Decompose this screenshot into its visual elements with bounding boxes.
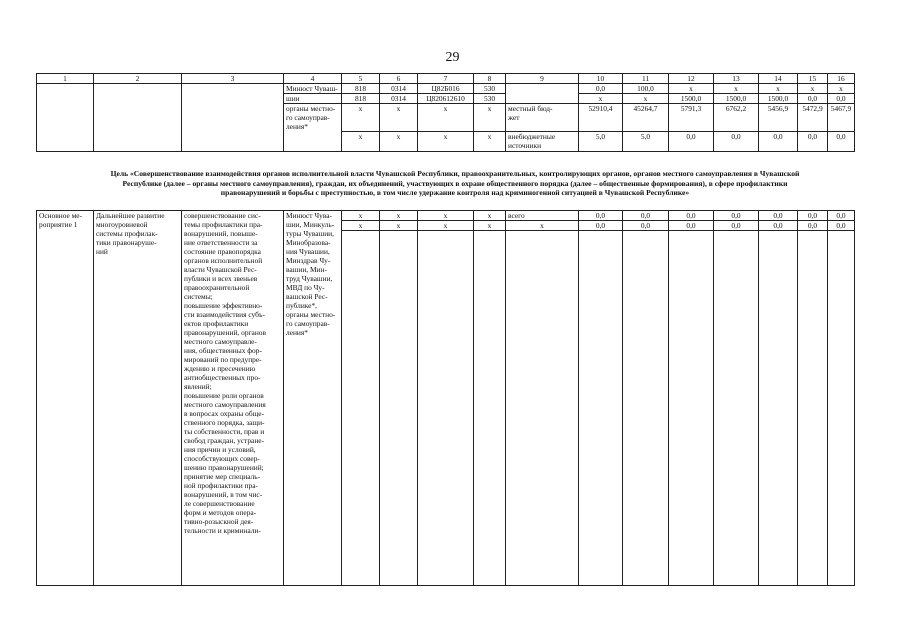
goal-line: Цель «Совершенствование взаимодействия органов исполнительной власти Чувашской Республики, правоохранительных, контролирующих органов, органов местного самоуправления в Чувашской bbox=[110, 169, 800, 178]
table-cell: 0,0 bbox=[669, 211, 714, 221]
table-cell: x bbox=[380, 221, 418, 231]
empty-cell bbox=[342, 231, 380, 586]
table-cell: 100,0 bbox=[623, 84, 669, 94]
empty-cell bbox=[759, 231, 798, 586]
table-cell: 0,0 bbox=[798, 132, 828, 152]
executor-cell: Минюст Чуваш- bbox=[284, 84, 342, 94]
table-cell: x bbox=[342, 132, 380, 152]
table-cell: 5,0 bbox=[623, 132, 669, 152]
empty-cell bbox=[182, 84, 284, 152]
table-cell: 0,0 bbox=[714, 221, 759, 231]
table-cell: 0,0 bbox=[828, 94, 855, 104]
table-cell: 5467,9 bbox=[828, 104, 855, 132]
empty-cell bbox=[669, 231, 714, 586]
empty-cell bbox=[579, 231, 623, 586]
table-cell: x bbox=[474, 104, 506, 132]
table-cell: 0,0 bbox=[714, 211, 759, 221]
empty-cell bbox=[623, 231, 669, 586]
table-cell: x bbox=[623, 94, 669, 104]
empty-cell bbox=[714, 231, 759, 586]
table-cell: 1500,0 bbox=[669, 94, 714, 104]
table-cell: 818 bbox=[342, 84, 380, 94]
table-cell: 0,0 bbox=[759, 221, 798, 231]
table-cell: 0,0 bbox=[579, 221, 623, 231]
table-row bbox=[37, 84, 855, 94]
table-cell: 0,0 bbox=[714, 132, 759, 152]
empty-cell bbox=[94, 84, 182, 152]
table-cell: x bbox=[380, 132, 418, 152]
table-cell: 5456,9 bbox=[759, 104, 798, 132]
col-number: 14 bbox=[759, 74, 798, 84]
measure-table bbox=[36, 210, 855, 586]
table-cell: x bbox=[669, 84, 714, 94]
page-number: 29 bbox=[445, 50, 460, 65]
col-number: 4 bbox=[284, 74, 342, 84]
table-cell: Ц820612610 bbox=[418, 94, 474, 104]
table-cell: x bbox=[474, 132, 506, 152]
col-number: 16 bbox=[828, 74, 855, 84]
table-cell: 1500,0 bbox=[759, 94, 798, 104]
measure-name-cell: Дальнейшее развитие многоуровневой системы профилак- тики правонаруше- ний bbox=[94, 211, 182, 586]
empty-cell bbox=[798, 231, 828, 586]
table-cell: x bbox=[380, 211, 418, 221]
col-number: 12 bbox=[669, 74, 714, 84]
col-number: 13 bbox=[714, 74, 759, 84]
goal-line: правонарушений и борьбы с преступностью, в том числе удержание контроля над криминогенной ситуацией в Чувашской Республике» bbox=[220, 188, 690, 198]
table-cell: 0,0 bbox=[828, 221, 855, 231]
funding-source-cell: всего bbox=[506, 211, 579, 221]
table-cell: 45264,7 bbox=[623, 104, 669, 132]
table-cell: 0,0 bbox=[579, 211, 623, 221]
empty-cell bbox=[506, 231, 579, 586]
budget-table-continued bbox=[36, 73, 855, 152]
table-cell: x bbox=[828, 84, 855, 94]
table-cell: x bbox=[418, 132, 474, 152]
goal-heading bbox=[58, 169, 852, 198]
table-cell: 0,0 bbox=[798, 211, 828, 221]
empty-cell bbox=[828, 231, 855, 586]
table-cell: x bbox=[798, 84, 828, 94]
table-cell: 0,0 bbox=[828, 132, 855, 152]
table-cell: 0,0 bbox=[579, 84, 623, 94]
table-cell: 5,0 bbox=[579, 132, 623, 152]
table-cell: 530 bbox=[474, 84, 506, 94]
table-cell: x bbox=[474, 211, 506, 221]
col-number: 10 bbox=[579, 74, 623, 84]
col-number: 5 bbox=[342, 74, 380, 84]
col-number: 1 bbox=[37, 74, 94, 84]
col-number: 7 bbox=[418, 74, 474, 84]
table-cell: 0314 bbox=[380, 94, 418, 104]
table-cell: x bbox=[380, 104, 418, 132]
table-cell: x bbox=[342, 211, 380, 221]
table-cell: x bbox=[418, 211, 474, 221]
empty-cell bbox=[380, 231, 418, 586]
empty-cell bbox=[37, 84, 94, 152]
measure-title-cell: Основное ме- роприятие 1 bbox=[37, 211, 94, 586]
table-cell: x bbox=[714, 84, 759, 94]
column-number-row bbox=[37, 74, 855, 84]
table-cell: 0,0 bbox=[798, 94, 828, 104]
empty-cell bbox=[418, 231, 474, 586]
table-cell: 52910,4 bbox=[579, 104, 623, 132]
table-cell: x bbox=[418, 104, 474, 132]
table-cell: 1500,0 bbox=[714, 94, 759, 104]
executor-cell: органы местно- го самоуправ- ления* bbox=[284, 104, 342, 152]
table-cell: 5791,3 bbox=[669, 104, 714, 132]
col-number: 6 bbox=[380, 74, 418, 84]
funding-source-cell: внебюджетные источники bbox=[506, 132, 579, 152]
col-number: 3 bbox=[182, 74, 284, 84]
executor-cell: шии bbox=[284, 94, 342, 104]
table-cell: 6762,2 bbox=[714, 104, 759, 132]
table-cell: 0,0 bbox=[669, 221, 714, 231]
col-number: 15 bbox=[798, 74, 828, 84]
table-cell: 530 bbox=[474, 94, 506, 104]
table-cell: 0,0 bbox=[828, 211, 855, 221]
table-cell: x bbox=[759, 84, 798, 94]
table-cell: 5472,9 bbox=[798, 104, 828, 132]
table-row bbox=[37, 211, 855, 221]
executors-cell: Минюст Чува- шии, Минкуль- туры Чувашии, Минобразова- ния Чувашии, Минздрав Чу- вашии, Мин- труд Чувашии, МВД по Чу- вашской Рес- публике*, органы местно- го самоуправ- ления* bbox=[284, 211, 342, 586]
table-cell: 0,0 bbox=[798, 221, 828, 231]
col-number: 2 bbox=[94, 74, 182, 84]
table-cell: 0,0 bbox=[759, 132, 798, 152]
empty-cell bbox=[506, 84, 579, 104]
funding-source-cell: x bbox=[506, 221, 579, 231]
table-cell: x bbox=[342, 104, 380, 132]
table-cell: x bbox=[342, 221, 380, 231]
col-number: 11 bbox=[623, 74, 669, 84]
table-cell: x bbox=[579, 94, 623, 104]
table-cell: Ц82Б016 bbox=[418, 84, 474, 94]
measure-description-cell: совершенствование сис- темы профилактики пра- вонарушений, повыше- ние ответственности за состояние правопорядка органов исполнительной власти Чувашской Рес- публики и всех звеньев правоохранительной системы; повышение эффективно- сти взаимодействия субъ- ектов профилактики правонарушений, органов местного самоуправле- ния, общественных фор- мирований по предупре- ждению и пресечению антиобщественных про- явлений; повышение роли органов местного самоуправления в вопросах охраны обще- ственного порядка, защи- ты собственности, прав и свобод граждан, устране- ния причин и условий, способствующих совер- шению правонарушений; принятие мер специаль- ной профилактики пра- вонарушений, в том чис- ле совершенствование форм и методов опера- тивно-розыскной дея- тельности и криминали- bbox=[182, 211, 284, 586]
table-cell: 818 bbox=[342, 94, 380, 104]
table-cell: 0,0 bbox=[669, 132, 714, 152]
col-number: 9 bbox=[506, 74, 579, 84]
table-cell: 0314 bbox=[380, 84, 418, 94]
empty-cell bbox=[474, 231, 506, 586]
table-cell: 0,0 bbox=[623, 221, 669, 231]
col-number: 8 bbox=[474, 74, 506, 84]
table-cell: 0,0 bbox=[759, 211, 798, 221]
goal-line: Республике (далее – органы местного самоуправления), граждан, их объединений, участвующих в охране общественного порядка (далее – общественные формирования), в сфере профилактики bbox=[122, 178, 788, 188]
table-cell: x bbox=[474, 221, 506, 231]
table-cell: 0,0 bbox=[623, 211, 669, 221]
table-cell: x bbox=[418, 221, 474, 231]
funding-source-cell: местный бюд- жет bbox=[506, 104, 579, 132]
